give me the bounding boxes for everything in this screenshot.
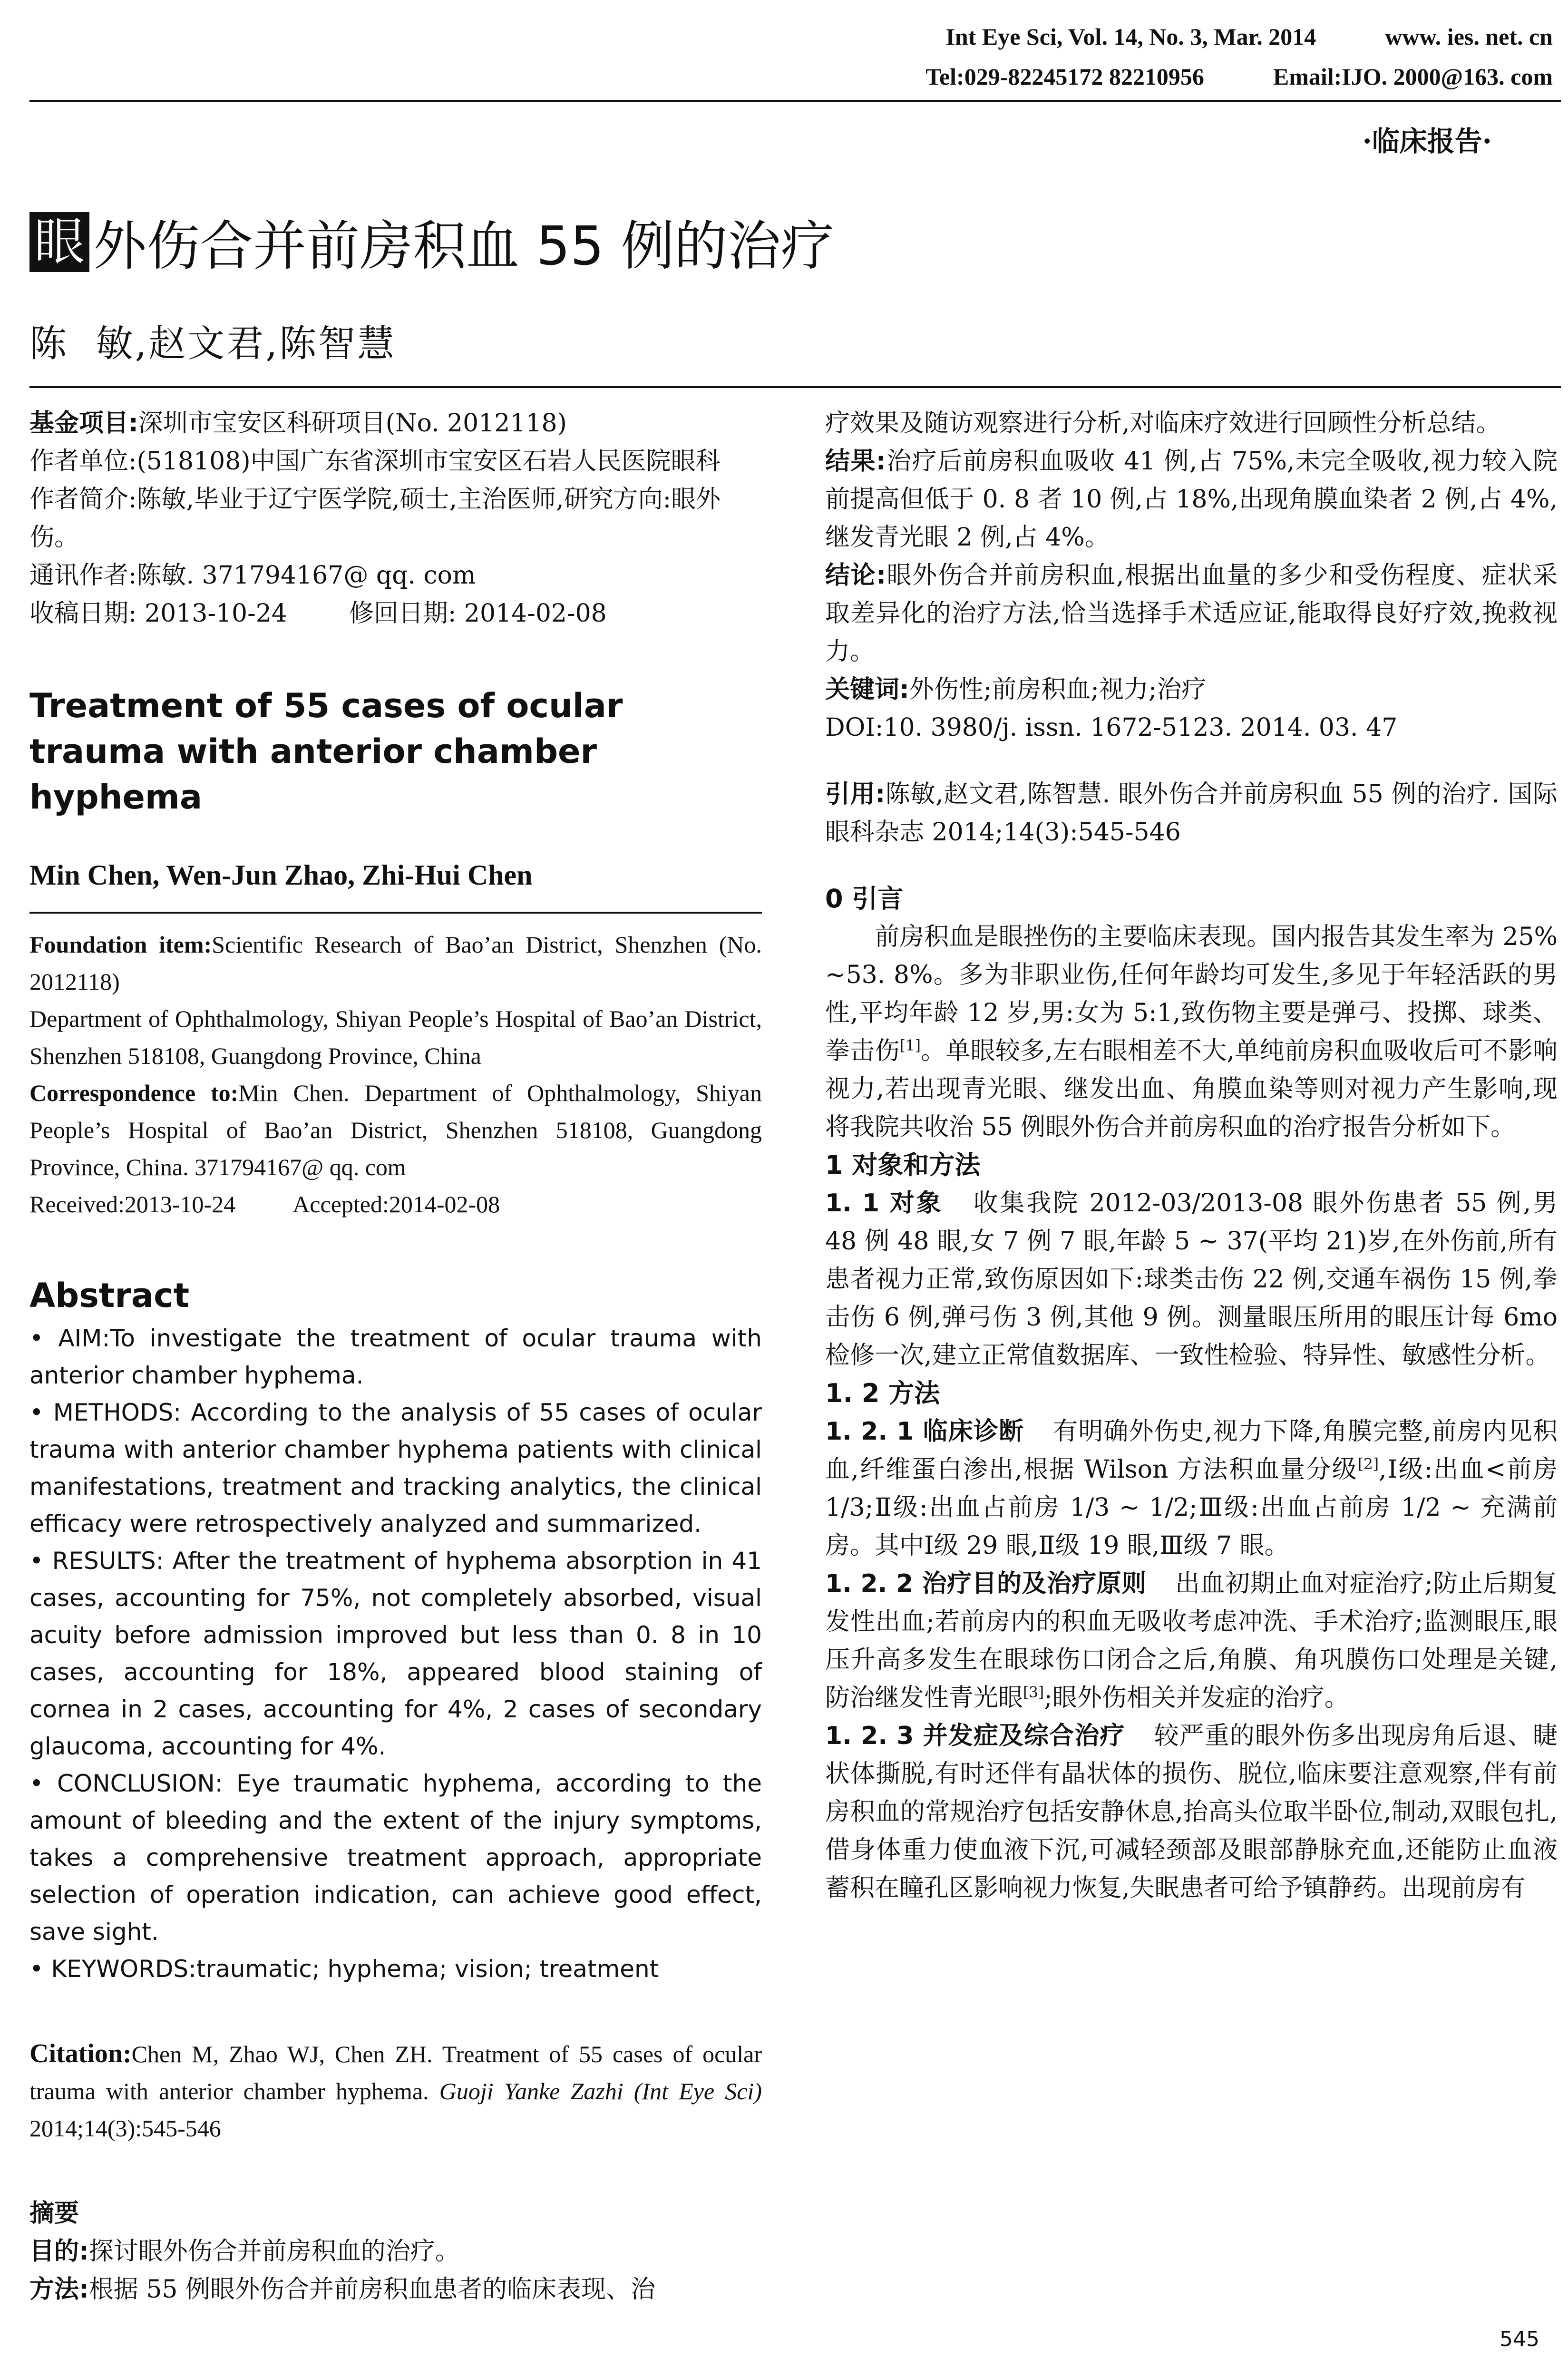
intro-text: 前房积血是眼挫伤的主要临床表现。国内报告其发生率为 25% ~53. 8%。多为非职业伤,任何年龄均可发生,多见于年轻活跃的男性,平均年龄 12 岁,男:女为 5:1,致伤物主要是弹弓、投掷、球类、拳击伤 [825,923,1558,1065]
cn-results-label: 结果: [825,447,886,476]
citation-journal: Guoji Yanke Zazhi (Int Eye Sci) [439,2078,762,2104]
english-metadata [29,926,762,1223]
cn-conclusion-label: 结论: [825,561,886,590]
page-number: 545 [1500,2327,1539,2351]
english-title: Treatment of 55 cases of ocular trauma with anterior chamber hyphema [29,686,623,817]
cn-methods-text: 根据 55 例眼外伤合并前房积血患者的临床表现、治 [88,2275,656,2304]
abstract-aim: • AIM:To investigate the treatment of ocular trauma with anterior chamber hyphema. [29,1325,762,1389]
section-0-heading: 0 引言 [825,884,904,914]
cn-abstract-heading: 摘要 [29,2199,79,2228]
revised-date: 修回日期: 2014-02-08 [349,599,607,628]
cn-methods-label: 方法: [29,2275,89,2304]
foundation-label: Foundation item: [29,931,212,958]
cn-cite-block [825,775,1558,851]
english-abstract [29,1320,762,1987]
citation-text: Chen M, Zhao WJ, Chen ZH. Treatment of 55 cases of ocular trauma with anterior chamber hyphema. [29,2041,762,2104]
foundation-text: Scientific Research of Bao’an District, Shenzhen (No. 2012118) [29,931,762,995]
english-authors: Min Chen, Wen-Jun Zhao, Zhi-Hui Chen [29,859,533,891]
section-1-heading: 1 对象和方法 [825,1150,981,1180]
running-header-line1 [945,23,1553,50]
article-body [825,880,1558,1907]
cn-conclusion-text: 眼外伤合并前房积血,根据出血量的多少和受伤程度、症状采取差异化的治疗方法,恰当选择手术适应证,能取得良好疗效,挽救视力。 [825,561,1558,666]
s12-heading: 1. 2 方法 [825,1378,940,1408]
title-drop-cap: 眼 [29,212,89,272]
s123-label: 1. 2. 3 并发症及综合治疗 [825,1722,1125,1750]
fund-text: 深圳市宝安区科研项目(No. 2012118) [138,409,567,438]
right-column [825,404,1558,1907]
intro-paragraph [825,918,1558,1146]
abstract-keywords: • KEYWORDS:traumatic; hyphema; vision; treatment [29,1955,659,1983]
article-title [29,204,834,280]
journal-info: Int Eye Sci, Vol. 14, No. 3, Mar. 2014 [945,23,1316,50]
abstract-methods: • METHODS: According to the analysis of 55 cases of ocular trauma with anterior chamber hyphema patients with clinical manifestations, treatment and tracking analytics, the clinical efficacy were retrospectively analyzed and summarized. [29,1399,762,1538]
s122-label: 1. 2. 2 治疗目的及治疗原则 [825,1569,1147,1598]
journal-email: Email:IJO. 2000@163. com [1273,63,1553,90]
fund-label: 基金项目: [29,409,138,438]
title-text: 外伤合并前房积血 55 例的治疗 [93,215,834,277]
ref-3: [3] [1023,1684,1044,1701]
en-received-date: Received:2013-10-24 [29,1191,236,1218]
s122-text: 出血初期止血对症治疗;防止后期复发性出血;若前房内的积血无吸收考虑冲洗、手术治疗;监测眼压,眼压升高多发生在眼球伤口闭合之后,角膜、角巩膜伤口处理是关键,防治继发性青光眼 [825,1569,1558,1712]
bio-text: 陈敏,毕业于辽宁医学院,硕士,主治医师,研究方向:眼外伤。 [29,485,721,552]
en-accepted-date: Accepted:2014-02-08 [292,1191,500,1218]
s121-tail: ,Ⅰ级:出血<前房 1/3;Ⅱ级:出血占前房 1/3 ~ 1/2;Ⅲ级:出血占前房 1/2 ~ 充满前房。其中Ⅰ级 29 眼,Ⅱ级 19 眼,Ⅲ级 7 眼。 [825,1455,1558,1560]
s11-label: 1. 1 对象 [825,1189,943,1218]
journal-tel: Tel:029-82245172 82210956 [925,63,1204,90]
s122-tail: ;眼外伤相关并发症的治疗。 [1044,1684,1349,1712]
journal-website: www. ies. net. cn [1385,23,1553,50]
abstract-heading: Abstract [29,1276,190,1315]
section-tag: ·临床报告· [1362,125,1492,157]
doi: DOI:10. 3980/j. issn. 1672-5123. 2014. 03. 47 [825,713,1398,742]
bio-label: 作者简介: [29,485,137,514]
ref-2: [2] [1357,1455,1379,1473]
abstract-conclusion: • CONCLUSION: Eye traumatic hyphema, according to the amount of bleeding and the extent of the injury symptoms, takes a comprehensive treatment approach, appropriate selection of operation indication, can achieve good effect, save sight. [29,1770,762,1946]
ref-1: [1] [899,1037,921,1054]
cn-keywords-label: 关键词: [825,675,909,704]
cn-abstract [29,2194,762,2309]
citation-tail: 2014;14(3):545-546 [29,2115,221,2142]
citation-en [29,2035,762,2147]
corr-text: 陈敏. 371794167@ qq. com [136,561,476,590]
department-text: Department of Ophthalmology, Shiyan People’s Hospital of Bao’an District, Shenzhen 518108, Guangdong Province, China [29,1005,762,1069]
corr-label: 通讯作者: [29,561,137,590]
english-authors-rule [29,912,762,914]
article-metadata-cn [29,404,762,633]
header-rule [29,100,1561,102]
cn-aim-label: 目的: [29,2237,89,2266]
citation-label: Citation: [29,2039,132,2068]
s11-text: 收集我院 2012-03/2013-08 眼外伤患者 55 例,男 48 例 48 眼,女 7 例 7 眼,年龄 5 ~ 37(平均 21)岁,在外伤前,所有患者视力正常,致伤原因如下:球类击伤 22 例,交通车祸伤 15 例,拳击伤 6 例,弹弓伤 3 例,其他 9 例。测量眼压所用的眼压计每 6mo 检修一次,建立正常值数据库、一致性检验、特异性、敏感性分析。 [825,1189,1558,1370]
cn-abstract-continued [825,404,1558,747]
unit-text: (518108)中国广东省深圳市宝安区石岩人民医院眼科 [136,447,721,476]
s123-text: 较严重的眼外伤多出现房角后退、睫状体撕脱,有时还伴有晶状体的损伤、脱位,临床要注意观察,伴有前房积血的常规治疗包括安静休息,抬高头位取半卧位,制动,双眼包扎,借身体重力使血液下沉,可减轻颈部及眼部静脉充血,还能防止血液蓄积在瞳孔区影响视力恢复,失眠患者可给予镇静药。出现前房有 [825,1722,1558,1902]
cn-aim-text: 探讨眼外伤合并前房积血的治疗。 [88,2237,460,2266]
authors-cn: 陈 敏,赵文君,陈智慧 [29,322,397,365]
unit-label: 作者单位: [29,447,137,476]
received-date: 收稿日期: 2013-10-24 [29,599,287,628]
abstract-results: • RESULTS: After the treatment of hyphema absorption in 41 cases, accounting for 75%, not completely absorbed, visual acuity before admission improved but less than 0. 8 in 10 cases, accounting for 18%, appeared blood staining of cornea in 2 cases, accounting for 4%, 2 cases of secondary glaucoma, accounting for 4%. [29,1547,762,1760]
cn-results-text: 治疗后前房积血吸收 41 例,占 75%,未完全吸收,视力较入院前提高但低于 0. 8 者 10 例,占 18%,出现角膜血染者 2 例,占 4%,继发青光眼 2 例,占 4%。 [825,447,1558,552]
authors-rule [29,386,1561,388]
left-column [29,404,762,2309]
intro-tail: 。单眼较多,左右眼相差不大,单纯前房积血吸收后可不影响视力,若出现青光眼、继发出血、角膜血染等则对视力产生影响,现将我院共收治 55 例眼外伤合并前房积血的治疗报告分析如下。 [825,1037,1558,1141]
cn-keywords-text: 外伤性;前房积血;视力;治疗 [909,675,1207,704]
s121-text: 有明确外伤史,视力下降,角膜完整,前房内见积血,纤维蛋白渗出,根据 Wilson 方法积血量分级 [825,1417,1558,1484]
s121-label: 1. 2. 1 临床诊断 [825,1417,1024,1446]
cn-methods-continued: 疗效果及随访观察进行分析,对临床疗效进行回顾性分析总结。 [825,409,1501,438]
correspondence-text: Min Chen. Department of Ophthalmology, Shiyan People’s Hospital of Bao’an District, Shenzhen 518108, Guangdong Province, China. 371794167@ qq. com [29,1080,762,1180]
correspondence-label: Correspondence to: [29,1080,239,1106]
cn-cite-label: 引用: [825,780,886,809]
cn-cite-text: 陈敏,赵文君,陈智慧. 眼外伤合并前房积血 55 例的治疗. 国际眼科杂志 2014;14(3):545-546 [825,780,1558,847]
running-header-line2 [925,63,1553,90]
